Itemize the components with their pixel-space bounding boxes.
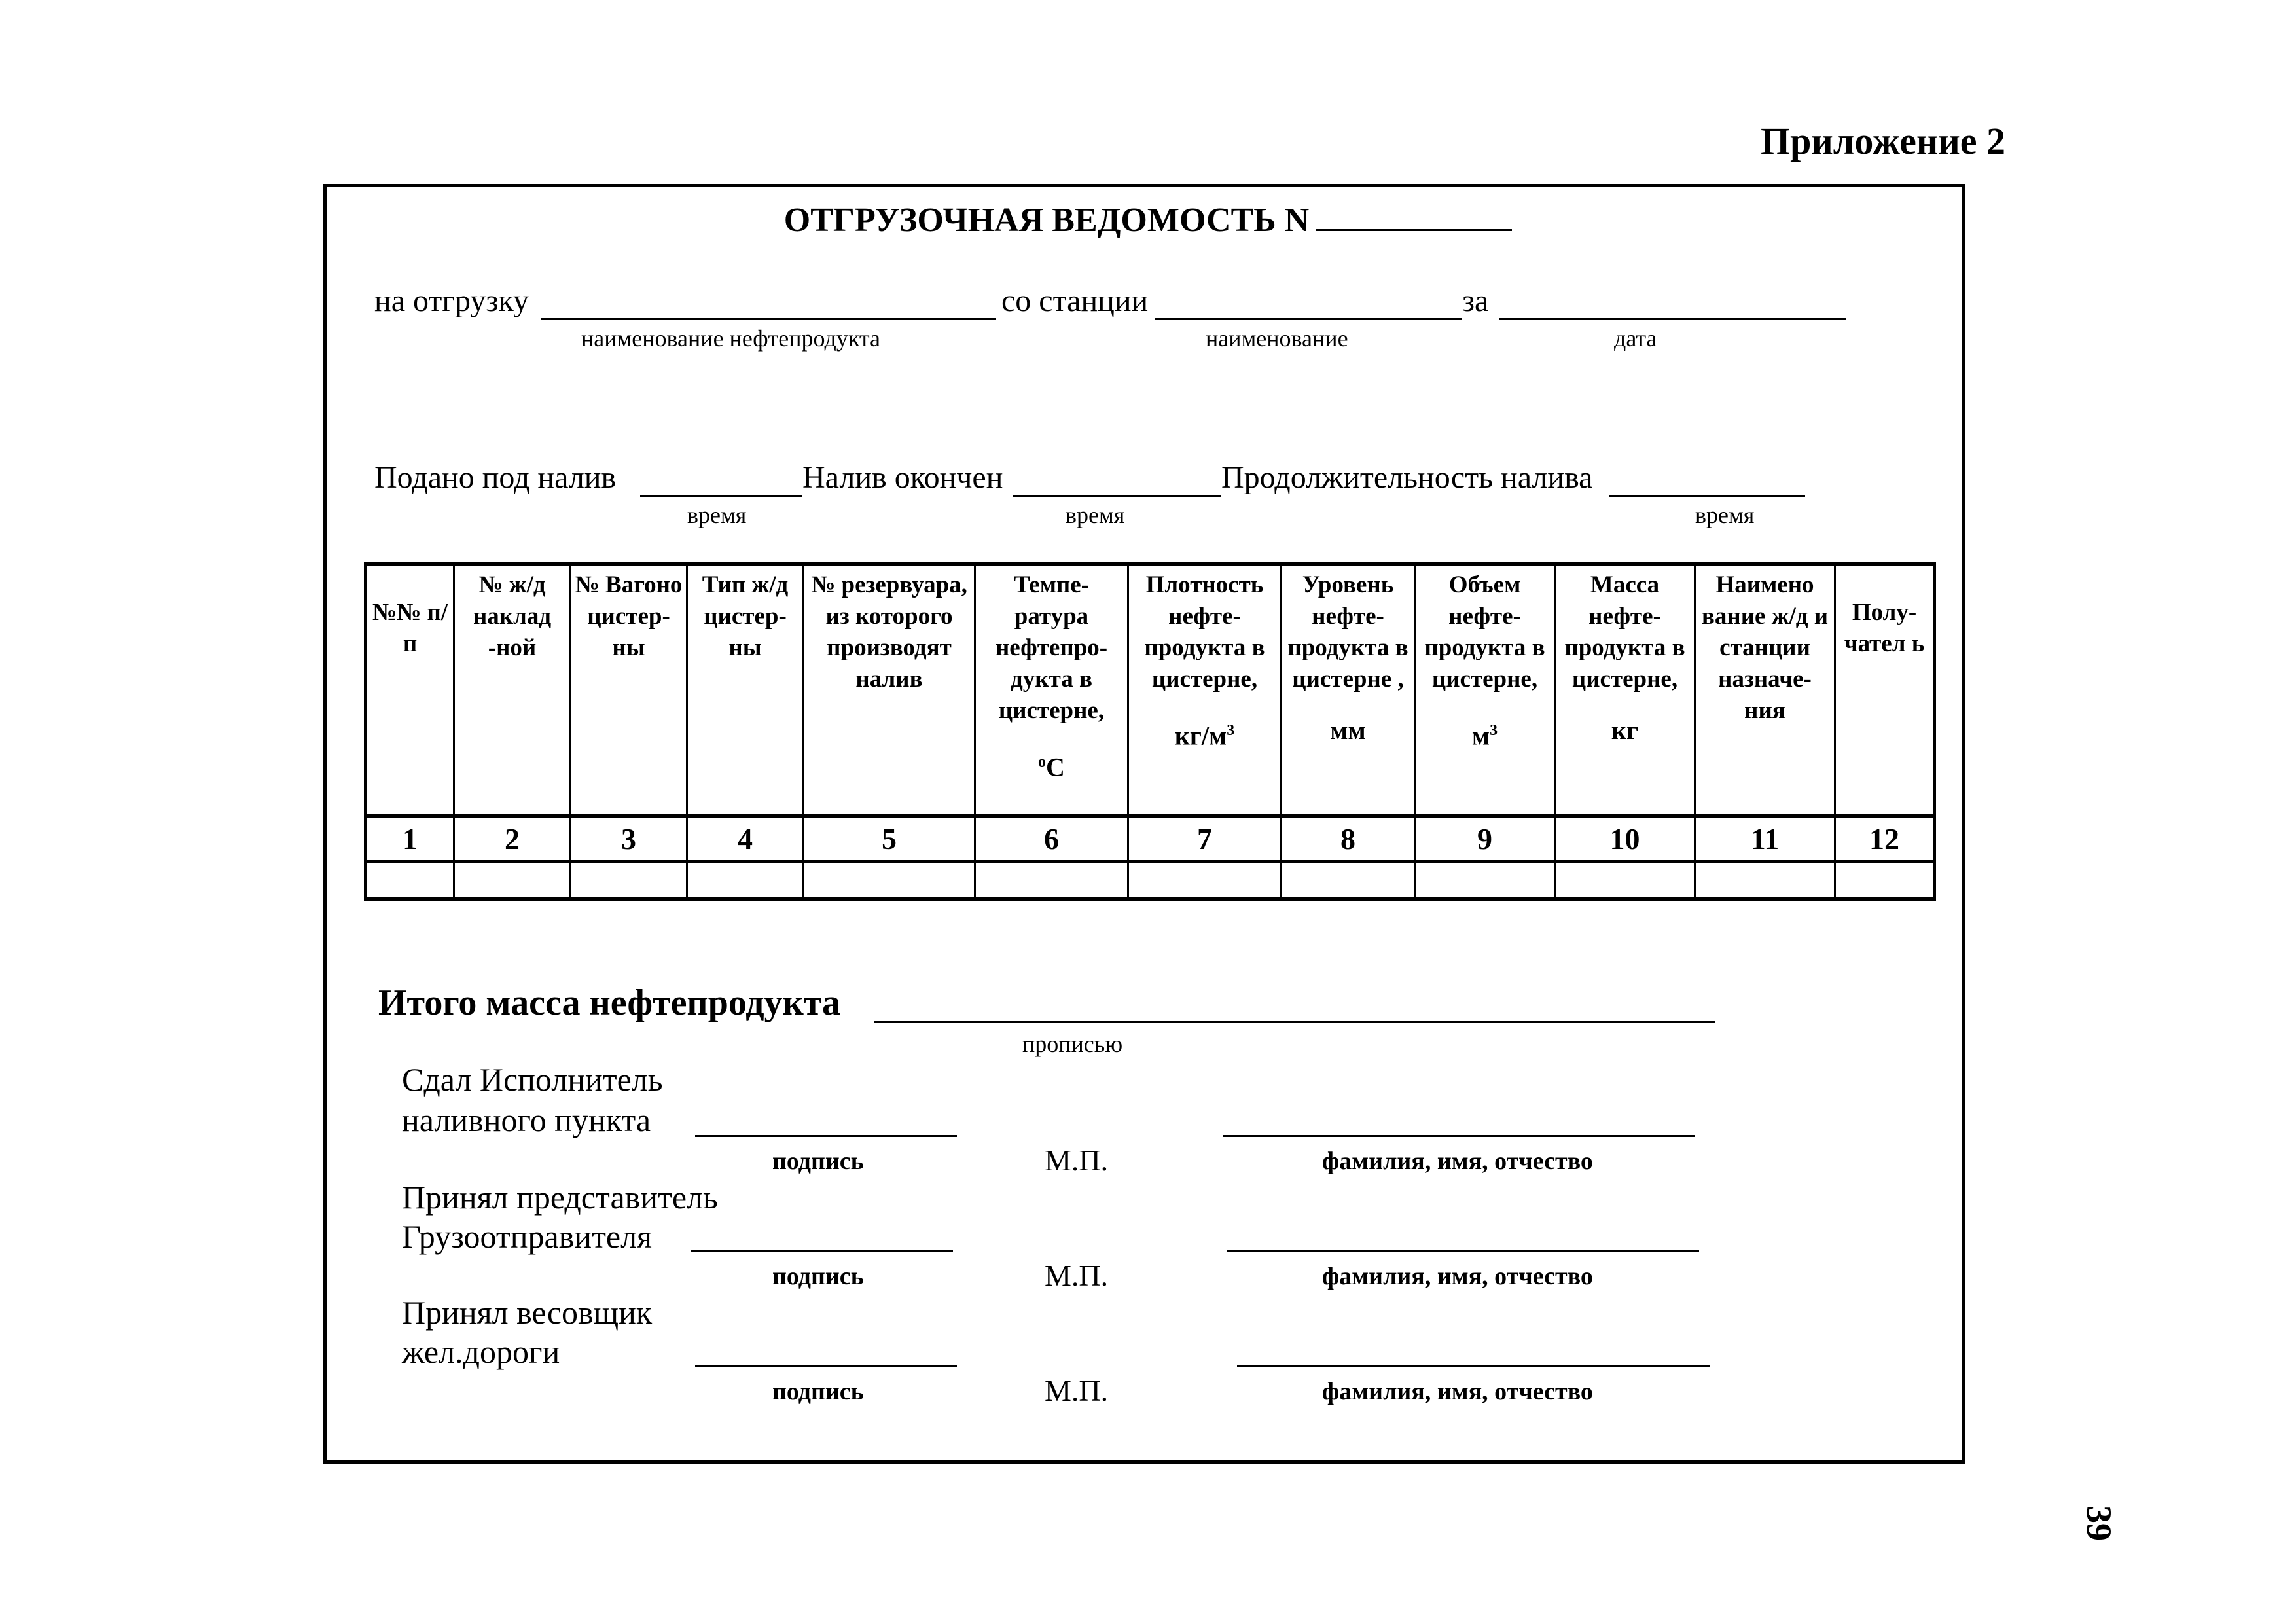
header-cell [571, 564, 687, 816]
column-number: 9 [1415, 816, 1555, 862]
date-field[interactable] [1499, 318, 1846, 320]
form-title-text: ОТГРУЗОЧНАЯ ВЕДОМОСТЬ N [783, 202, 1310, 239]
duration-label: Продолжительность налива [1221, 460, 1593, 495]
signer-2-line1: Принял представитель [402, 1179, 718, 1216]
column-number: 4 [687, 816, 804, 862]
header-cell [975, 564, 1128, 816]
column-number: 3 [571, 816, 687, 862]
duration-time-field[interactable] [1609, 495, 1805, 497]
caption-date: дата [1614, 325, 1657, 352]
table-cell[interactable] [687, 861, 804, 899]
header-label: Полу- чател ь [1844, 599, 1925, 657]
header-unit: мм [1330, 715, 1366, 745]
signer-1-line1: Сдал Исполнитель [402, 1061, 663, 1098]
column-number-row [366, 816, 1935, 862]
caption-product-name: наименование нефтепродукта [581, 325, 880, 352]
header-label: Уровень нефте- продукта в цистерне , [1287, 571, 1408, 693]
table-row [366, 861, 1935, 899]
header-label: №№ п/п [372, 599, 448, 657]
signer-2-line2: Грузоотправителя [402, 1218, 653, 1255]
header-label: № ж/д наклад -ной [473, 571, 552, 661]
signer-3-line2: жел.дороги [402, 1333, 560, 1370]
page-number: 39 [2079, 1506, 2119, 1541]
header-cell [1555, 564, 1695, 816]
signer-2-name-field[interactable] [1227, 1250, 1699, 1252]
header-label: Масса нефте- продукта в цистерне, [1564, 571, 1685, 693]
signer-3-signature-caption: подпись [772, 1378, 864, 1405]
signer-2-name-caption: фамилия, имя, отчество [1322, 1263, 1593, 1290]
header-cell [454, 564, 571, 816]
signer-2-stamp: М.П. [1045, 1259, 1109, 1292]
finished-time-field[interactable] [1013, 495, 1221, 497]
header-cell [1835, 564, 1935, 816]
header-unit: $м^3$ [1471, 721, 1498, 751]
header-label: Объем нефте- продукта в цистерне, [1424, 571, 1545, 693]
table-cell[interactable] [1128, 861, 1282, 899]
signer-3-line1: Принял весовщик [402, 1294, 653, 1331]
header-cell [1282, 564, 1415, 816]
for-label: за [1462, 283, 1489, 318]
signer-2-signature-field[interactable] [691, 1250, 953, 1252]
product-name-field[interactable] [541, 318, 996, 320]
signer-2-signature-caption: подпись [772, 1263, 864, 1290]
signer-3-name-caption: фамилия, имя, отчество [1322, 1378, 1593, 1405]
table-cell[interactable] [1415, 861, 1555, 899]
caption-time-duration: время [1695, 502, 1755, 528]
header-cell [804, 564, 975, 816]
table-cell[interactable] [1835, 861, 1935, 899]
header-label: Темпе- ратура нефтепро- дукта в цистерне, [995, 571, 1108, 724]
signer-1-signature-caption: подпись [772, 1147, 864, 1175]
header-label: № резервуара, из которого производят налив [811, 571, 967, 693]
header-cell [1695, 564, 1835, 816]
header-cell [1128, 564, 1282, 816]
header-unit: $^о$С [1038, 752, 1065, 782]
column-number: 8 [1282, 816, 1415, 862]
on-shipment-label: на отгрузку [374, 283, 529, 318]
column-number: 7 [1128, 816, 1282, 862]
table-cell[interactable] [571, 861, 687, 899]
header-unit: кг [1611, 715, 1639, 745]
from-station-label: со станции [1001, 283, 1149, 318]
signer-3-stamp: М.П. [1045, 1374, 1109, 1407]
signer-1-line2: наливного пункта [402, 1102, 651, 1138]
header-label: Тип ж/д цистер- ны [702, 571, 789, 661]
column-number: 2 [454, 816, 571, 862]
form-number-field[interactable] [1316, 196, 1512, 231]
signer-1-name-field[interactable] [1223, 1135, 1695, 1137]
caption-time-finished: время [1066, 502, 1125, 528]
total-mass-field[interactable] [874, 1021, 1715, 1023]
table-cell[interactable] [804, 861, 975, 899]
header-cell [1415, 564, 1555, 816]
column-number: 1 [366, 816, 454, 862]
submitted-label: Подано под налив [374, 460, 617, 495]
column-number: 10 [1555, 816, 1695, 862]
signer-3-signature-field[interactable] [695, 1365, 957, 1367]
finished-label: Налив окончен [802, 460, 1003, 495]
signer-1-name-caption: фамилия, имя, отчество [1322, 1147, 1593, 1175]
table-cell[interactable] [1695, 861, 1835, 899]
header-label: № Вагоно цистер- ны [575, 571, 683, 661]
form-title [0, 196, 2296, 240]
signer-1-signature-field[interactable] [695, 1135, 957, 1137]
header-cell [687, 564, 804, 816]
submitted-time-field[interactable] [640, 495, 802, 497]
shipment-table [364, 562, 1936, 901]
table-cell[interactable] [1282, 861, 1415, 899]
header-cell [366, 564, 454, 816]
table-cell[interactable] [454, 861, 571, 899]
table-cell[interactable] [975, 861, 1128, 899]
column-number: 12 [1835, 816, 1935, 862]
header-label: Наимено вание ж/д и станции назначе- ния [1701, 571, 1829, 724]
column-number: 5 [804, 816, 975, 862]
station-name-field[interactable] [1155, 318, 1462, 320]
caption-time-submitted: время [687, 502, 747, 528]
signer-1-stamp: М.П. [1045, 1144, 1109, 1177]
column-number: 11 [1695, 816, 1835, 862]
header-label: Плотность нефте- продукта в цистерне, [1144, 571, 1265, 693]
appendix-label: Приложение 2 [1761, 120, 2005, 162]
total-mass-label: Итого масса нефтепродукта [378, 983, 841, 1023]
caption-station-name: наименование [1206, 325, 1348, 352]
table-cell[interactable] [366, 861, 454, 899]
header-unit: $кг/м^3$ [1174, 721, 1235, 751]
caption-in-words: прописью [1022, 1031, 1123, 1057]
signer-3-name-field[interactable] [1237, 1365, 1710, 1367]
column-number: 6 [975, 816, 1128, 862]
table-cell[interactable] [1555, 861, 1695, 899]
